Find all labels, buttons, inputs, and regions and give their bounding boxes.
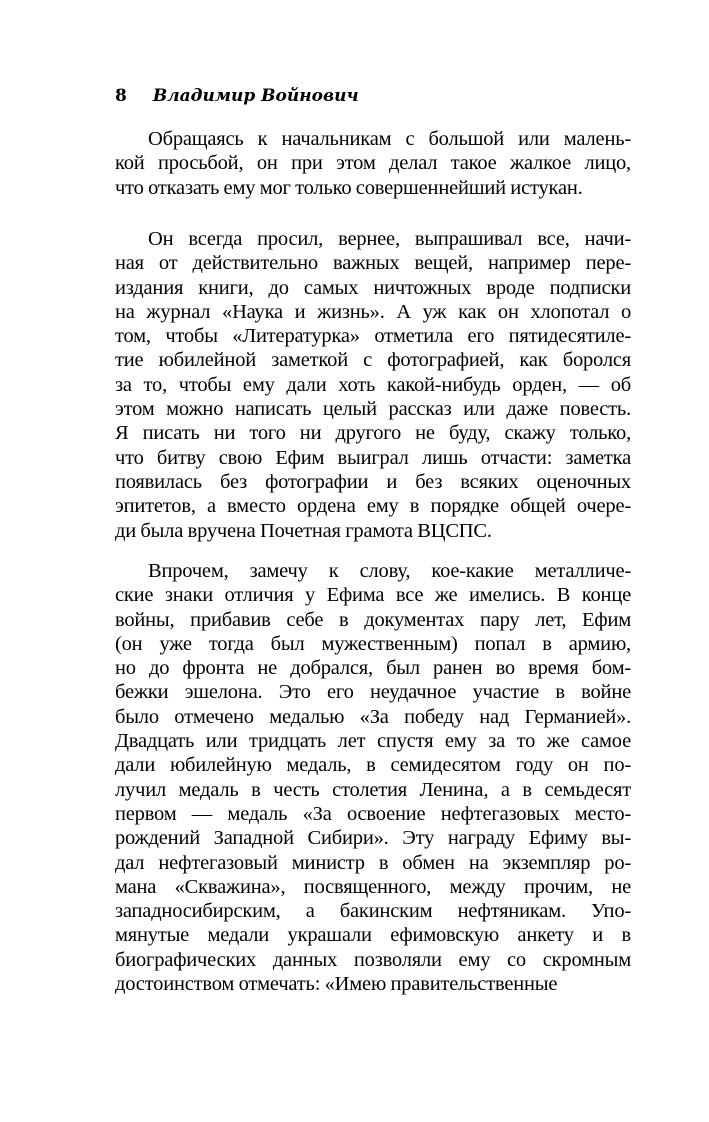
text-line: мянутые медали украшали ефимовскую анкету и в: [115, 924, 631, 947]
text-line: Двадцать или тридцать лет спустя ему за то же самое: [115, 730, 631, 753]
text-line: ная от действительно важных вещей, например пере-: [115, 252, 631, 275]
text-line: том, чтобы «Литературка» отметила его пятидесятиле-: [115, 325, 631, 348]
text-line: бежки эшелона. Это его неудачное участие в войне: [115, 681, 631, 704]
text-line: биографических данных позволяли ему со скромным: [115, 948, 631, 971]
text-line: эпитетов, а вместо ордена ему в порядке общей очере-: [115, 495, 631, 518]
text-line: кой просьбой, он при этом делал такое жалкое лицо,: [115, 152, 631, 175]
text-line: Я писать ни того ни другого не буду, скажу только,: [115, 422, 631, 445]
text-line: этом можно написать целый рассказ или даже повесть.: [115, 398, 631, 421]
text-line: Обращаясь к начальникам с большой или малень-: [148, 128, 631, 150]
text-line: Он всегда просил, вернее, выпрашивал все, начи-: [148, 228, 631, 250]
page-number: 8: [115, 86, 127, 106]
text-line: что отказать ему мог только совершеннейший истукан.: [115, 176, 583, 199]
text-line: появилась без фотографии и без всяких оценочных: [115, 470, 631, 493]
text-line: издания книги, до самых ничтожных вроде подписки: [115, 276, 631, 299]
text-line: достоинством отмечать: «Имею правительственные: [115, 973, 558, 996]
text-line: на журнал «Наука и жизнь». А уж как он хлопотал о: [115, 300, 631, 323]
text-line: рождений Западной Сибири». Эту награду Ефиму вы-: [115, 827, 631, 850]
text-line: мана «Скважина», посвященного, между прочим, не: [115, 875, 631, 898]
running-header-author: Владимир Войнович: [152, 86, 359, 106]
paragraph-2: [115, 227, 631, 543]
text-line: за то, чтобы ему дали хоть какой-нибудь орден, — об: [115, 373, 631, 396]
text-line: ские знаки отличия у Ефима все же имелись. В конце: [115, 584, 631, 607]
text-line: (он уже тогда был мужественным) попал в армию,: [115, 632, 631, 655]
text-line: но до фронта не добрался, был ранен во время бом-: [115, 657, 631, 680]
text-line: что битву свою Ефим выиграл лишь отчасти: заметка: [115, 446, 631, 469]
text-line: войны, прибавив себе в документах пару лет, Ефим: [115, 608, 631, 631]
text-line: тие юбилейной заметкой с фотографией, как боролся: [115, 349, 631, 372]
paragraph-1: [115, 127, 631, 200]
text-line: первом — медаль «За освоение нефтегазовых место-: [115, 802, 631, 825]
text-line: дал нефтегазовый министр в обмен на экземпляр ро-: [115, 851, 631, 874]
text-line: западносибирским, а бакинским нефтяникам. Упо-: [115, 900, 631, 923]
paragraph-3: [115, 559, 631, 996]
text-line: дали юбилейную медаль, в семидесятом году он по-: [115, 754, 631, 777]
text-line: Впрочем, замечу к слову, кое-какие металличе-: [148, 560, 631, 582]
running-header: [115, 86, 635, 106]
text-line: было отмечено медалью «За победу над Германией».: [115, 705, 631, 728]
text-line: лучил медаль в честь столетия Ленина, а в семьдесят: [115, 778, 631, 801]
text-line: ди была вручена Почетная грамота ВЦСПС.: [115, 519, 492, 542]
